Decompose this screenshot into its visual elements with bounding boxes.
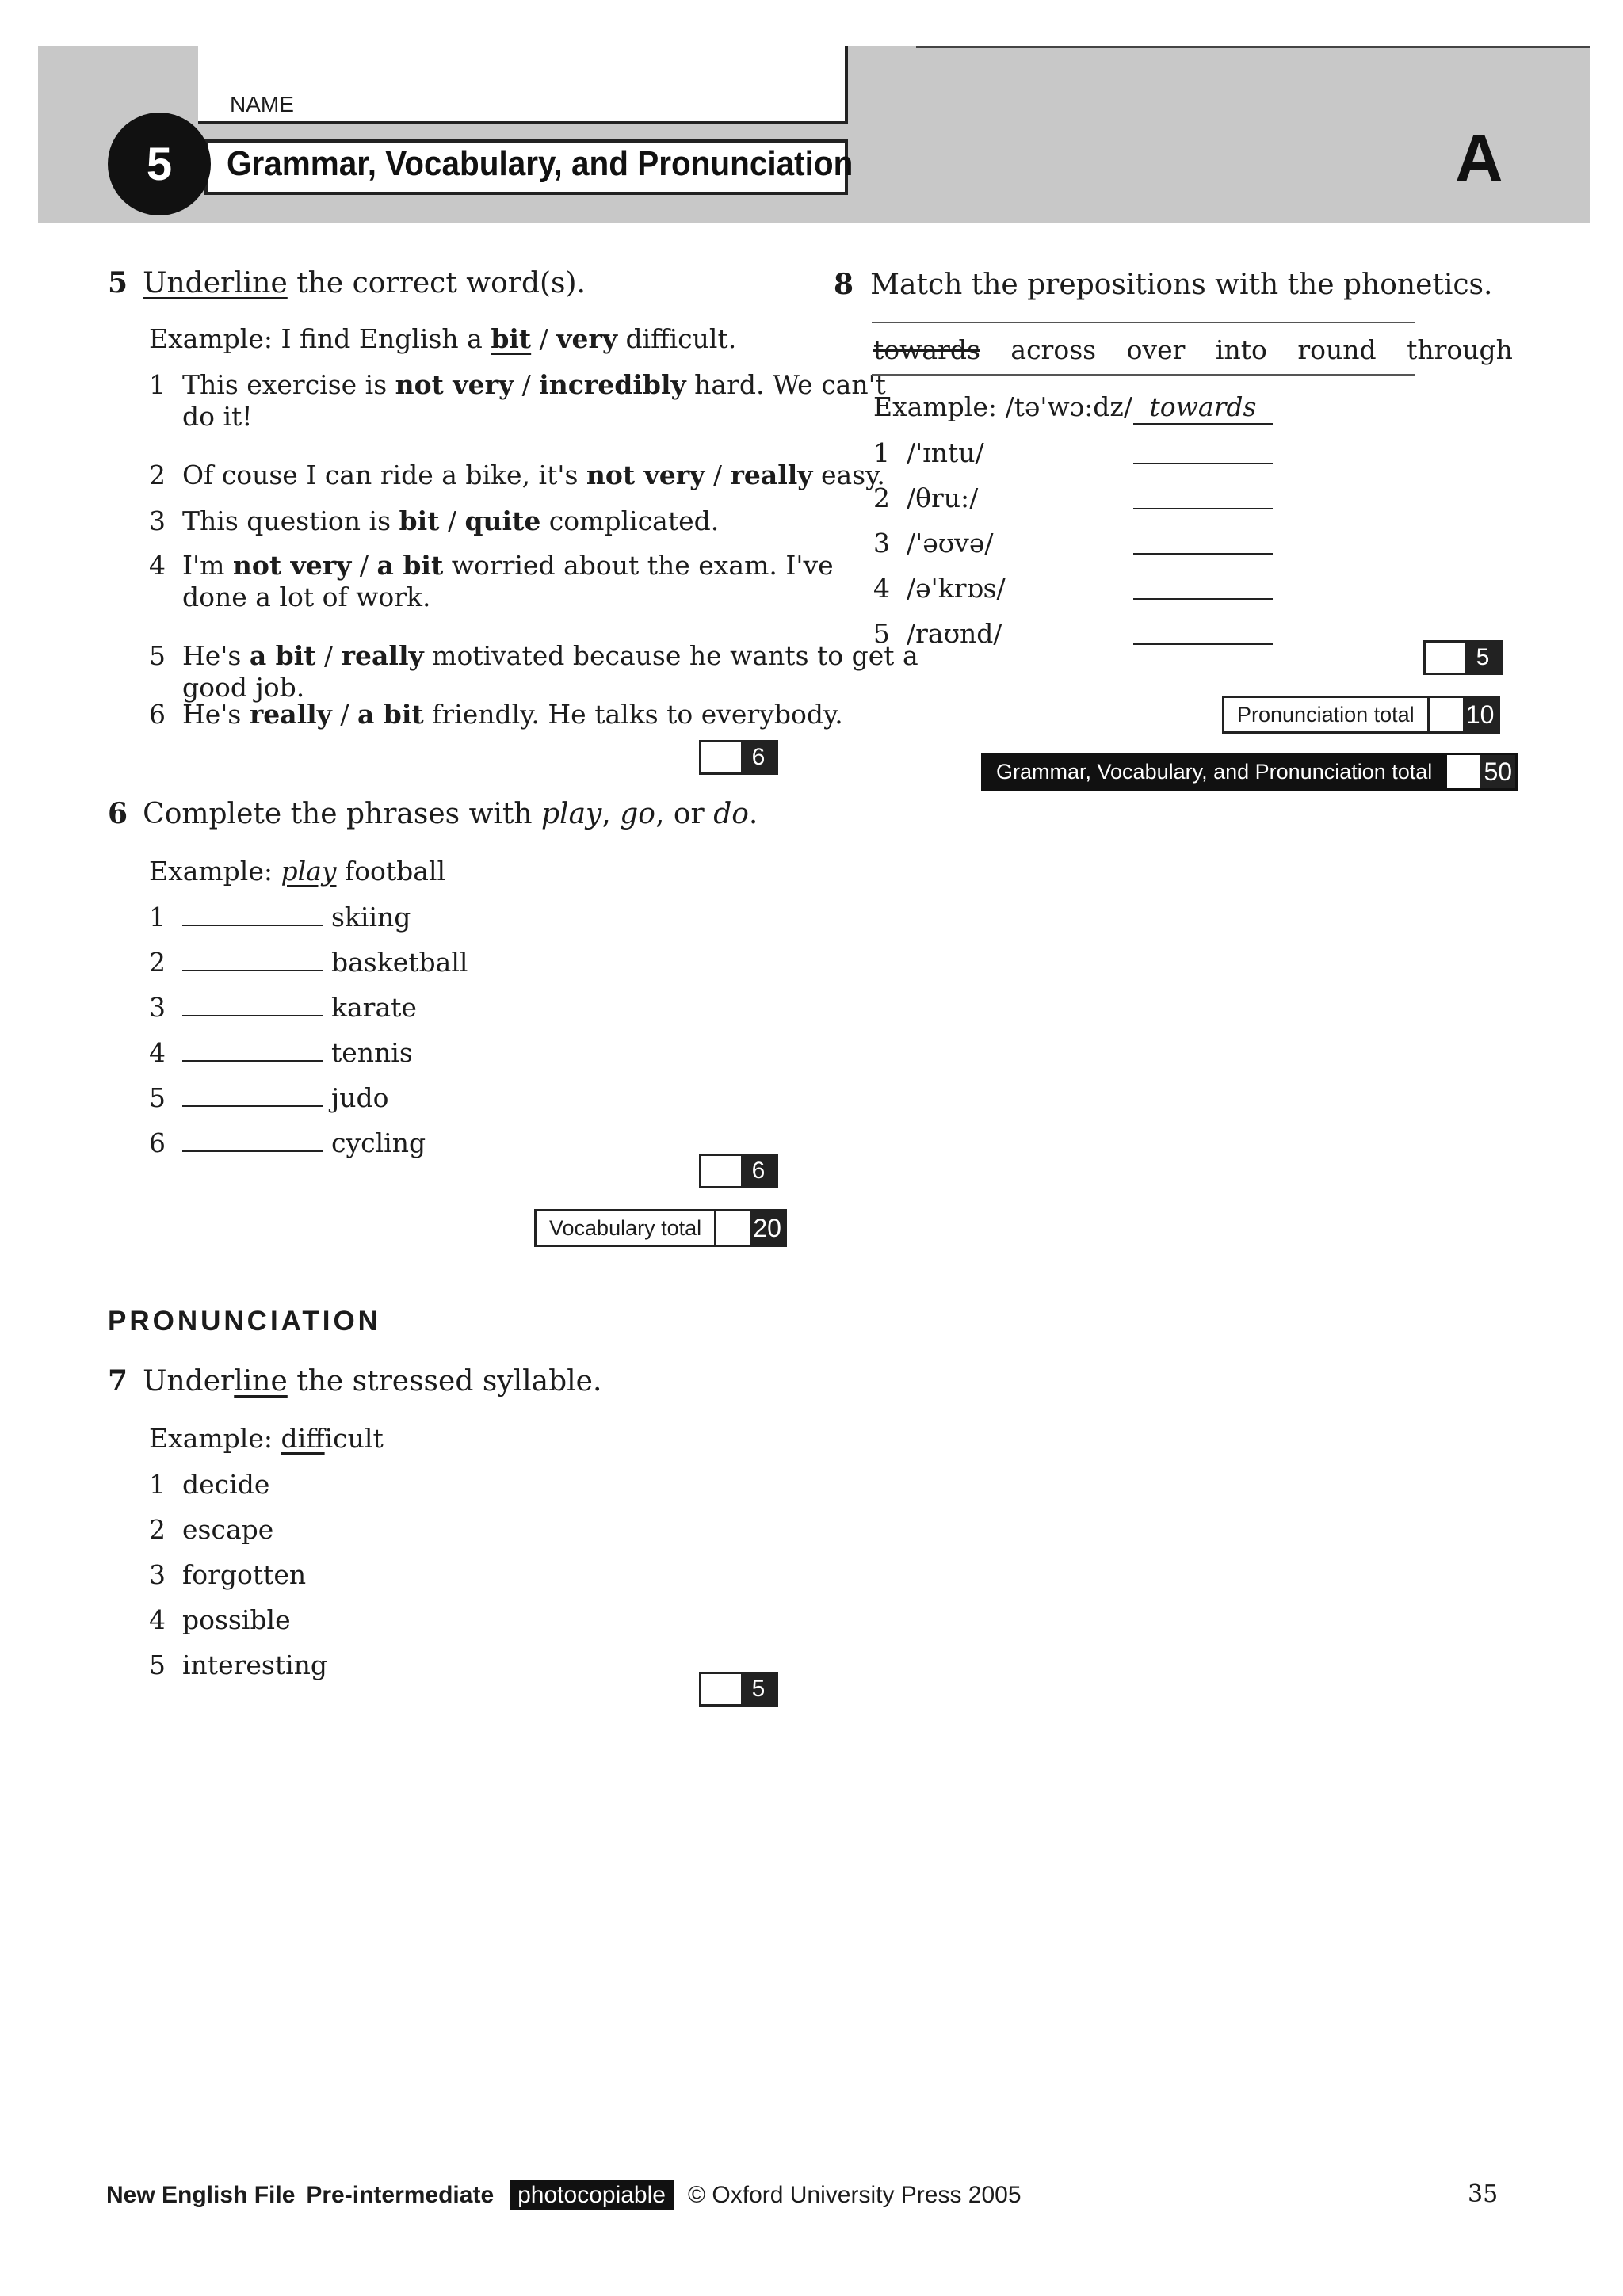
section-heading-pronunciation: PRONUNCIATION: [108, 1306, 381, 1337]
q8-item: [873, 528, 993, 559]
q5-instruction-underline: Underline: [143, 267, 288, 299]
choice-b[interactable]: incredibly: [539, 369, 686, 400]
answer-blank[interactable]: [182, 948, 323, 971]
item-number: 1: [149, 369, 166, 400]
q5-item-continued: do it!: [182, 401, 253, 432]
choice-a[interactable]: not very: [395, 369, 514, 400]
example-choice-b: very: [556, 323, 618, 354]
unit-number-badge: 5: [108, 113, 211, 215]
q5-number: 5: [108, 266, 128, 299]
page-title: Grammar, Vocabulary, and Pronunciation: [227, 144, 854, 183]
q6-item: [149, 1127, 426, 1159]
choice-a[interactable]: not very: [586, 460, 705, 490]
choice-a[interactable]: really: [249, 699, 332, 730]
item-number: 2: [149, 1514, 166, 1545]
answer-blank[interactable]: [182, 993, 323, 1016]
item-word[interactable]: decide: [182, 1469, 270, 1500]
item-word[interactable]: possible: [182, 1604, 291, 1635]
name-label: NAME: [230, 92, 294, 116]
item-number: 5: [149, 1650, 166, 1680]
name-field[interactable]: [198, 46, 848, 124]
word-into: into: [1215, 334, 1267, 365]
score-entry[interactable]: [701, 1674, 741, 1704]
word-do: do: [713, 798, 749, 830]
item-text: basketball: [331, 947, 468, 978]
word-across: across: [1010, 334, 1097, 365]
photocopiable-badge: photocopiable: [510, 2180, 674, 2210]
q5-item: 2 Of couse I can ride a bike, it's not very / really easy.: [149, 460, 885, 490]
q8-score-box: 5: [1423, 640, 1503, 675]
q5-instruction: the correct word(s).: [296, 267, 586, 299]
item-number: 5: [873, 618, 890, 649]
q5-item-continued: done a lot of work.: [182, 582, 431, 612]
item-text: cycling: [331, 1127, 426, 1158]
q8-example-answer: towards: [1133, 391, 1273, 425]
total-entry[interactable]: [716, 1211, 750, 1245]
item-number: 2: [873, 482, 890, 513]
choice-a[interactable]: a bit: [249, 640, 316, 671]
q7-score-box: 5: [699, 1672, 778, 1707]
q5-score-box: [699, 740, 778, 775]
item-number: 4: [873, 573, 890, 604]
answer-blank[interactable]: [182, 1038, 323, 1062]
footer-level: Pre-intermediate: [306, 2182, 495, 2208]
item-number: 3: [149, 505, 166, 536]
item-word[interactable]: forgotten: [182, 1559, 307, 1590]
item-text: skiing: [331, 902, 411, 933]
item-number: 3: [149, 992, 166, 1023]
item-number: 2: [149, 947, 166, 978]
choice-a[interactable]: not very: [232, 550, 352, 581]
answer-blank[interactable]: [182, 902, 323, 926]
q5-item: 4 I'm not very / a bit worried about the exam. I've: [149, 550, 834, 581]
q8-item: [873, 437, 984, 469]
q7-heading: 7 Underline the stressed syllable.: [108, 1364, 602, 1398]
item-word[interactable]: escape: [182, 1514, 274, 1545]
answer-blank[interactable]: [1133, 642, 1273, 645]
q7-item[interactable]: [149, 1650, 327, 1681]
footer-copyright: © Oxford University Press 2005: [687, 2182, 1022, 2208]
item-number: 4: [149, 550, 166, 581]
footer-book: New English File: [106, 2182, 296, 2208]
score-entry[interactable]: [1426, 643, 1465, 673]
q5-item: 5 He's a bit / really motivated because he wants to get a: [149, 640, 918, 671]
item-number: 1: [149, 1469, 166, 1500]
score-entry[interactable]: [701, 1156, 741, 1186]
q5-example: Example: I find English a bit / very difficult.: [149, 323, 737, 354]
choice-b[interactable]: really: [730, 460, 813, 490]
q6-item: [149, 947, 468, 978]
q5-item: 3 This question is bit / quite complicated.: [149, 505, 720, 536]
answer-blank[interactable]: [1133, 597, 1273, 600]
header-rule: [916, 46, 1590, 48]
answer-blank[interactable]: [1133, 461, 1273, 464]
item-word[interactable]: interesting: [182, 1650, 328, 1680]
q8-item: [873, 618, 1002, 650]
phonetic-text: /'əʊvə/: [907, 528, 994, 559]
q6-score-box: 6: [699, 1154, 778, 1188]
choice-b[interactable]: really: [341, 640, 424, 671]
grand-total-box: Grammar, Vocabulary, and Pronunciation total 50: [981, 753, 1518, 791]
item-number: 1: [873, 437, 890, 468]
page-number: 35: [1468, 2180, 1499, 2208]
choice-b[interactable]: a bit: [376, 550, 444, 581]
item-text: judo: [331, 1082, 389, 1113]
word-go: go: [620, 798, 655, 830]
q8-example: Example: /tə'wɔ:dz/: [873, 391, 1132, 422]
word-over: over: [1126, 334, 1186, 365]
vocabulary-total-box: Vocabulary total 20: [534, 1209, 787, 1247]
phonetic-text: /ə'krɒs/: [907, 573, 1006, 604]
q8-heading: 8 Match the prepositions with the phonetics.: [834, 268, 1493, 301]
q8-item: [873, 482, 978, 514]
item-number: 6: [149, 699, 166, 730]
q5-heading: [108, 266, 586, 299]
item-number: 1: [149, 902, 166, 933]
q8-item: [873, 573, 1006, 605]
q6-item: [149, 1082, 388, 1114]
footer: [106, 2180, 1022, 2210]
q6-item: [149, 992, 417, 1024]
answer-blank[interactable]: [182, 1083, 323, 1107]
q6-item: [149, 902, 411, 933]
q7-item[interactable]: [149, 1604, 291, 1636]
item-number: 4: [149, 1604, 166, 1635]
phonetic-text: /θru:/: [907, 482, 979, 513]
answer-blank[interactable]: [1133, 506, 1273, 509]
q6-example: Example: play football: [149, 856, 446, 887]
phonetic-text: /raʊnd/: [907, 618, 1002, 649]
choice-b[interactable]: quite: [464, 505, 541, 536]
q5-item-continued: good job.: [182, 672, 305, 703]
total-entry[interactable]: [1447, 755, 1480, 788]
q5-item: 1 This exercise is not very / incredibly hard. We can't: [149, 369, 886, 400]
answer-blank[interactable]: [1133, 551, 1273, 555]
score-entry[interactable]: [701, 742, 741, 772]
item-text: karate: [331, 992, 417, 1023]
total-entry[interactable]: [1430, 698, 1463, 731]
pronunciation-total-box: Pronunciation total 10: [1222, 696, 1500, 734]
word-through: through: [1407, 334, 1513, 365]
q7-item[interactable]: [149, 1514, 273, 1546]
item-number: 3: [873, 528, 890, 559]
answer-blank[interactable]: [182, 1128, 323, 1152]
word-towards: towards: [873, 334, 980, 365]
item-number: 3: [149, 1559, 166, 1590]
item-number: 5: [149, 640, 166, 671]
q7-item[interactable]: [149, 1559, 306, 1591]
phonetic-text: /'ɪntu/: [907, 437, 984, 468]
word-box-items: [873, 334, 1513, 366]
word-round: round: [1297, 334, 1377, 365]
item-number: 2: [149, 460, 166, 490]
q7-item[interactable]: [149, 1469, 269, 1501]
q7-example: Example: difficult: [149, 1423, 384, 1454]
item-text: tennis: [331, 1037, 413, 1068]
choice-a[interactable]: bit: [399, 505, 440, 536]
q6-item: [149, 1037, 413, 1069]
item-number: 5: [149, 1082, 166, 1113]
word-play: play: [541, 798, 602, 830]
q6-heading: 6 Complete the phrases with play, go, or do.: [108, 797, 758, 830]
choice-b[interactable]: a bit: [357, 699, 424, 730]
item-number: 4: [149, 1037, 166, 1068]
version-letter: A: [1455, 121, 1503, 196]
q5-item: 6 He's really / a bit friendly. He talks to everybody.: [149, 699, 843, 730]
score-max: 6: [741, 742, 776, 772]
item-number: 6: [149, 1127, 166, 1158]
example-choice-a: bit: [491, 323, 532, 354]
